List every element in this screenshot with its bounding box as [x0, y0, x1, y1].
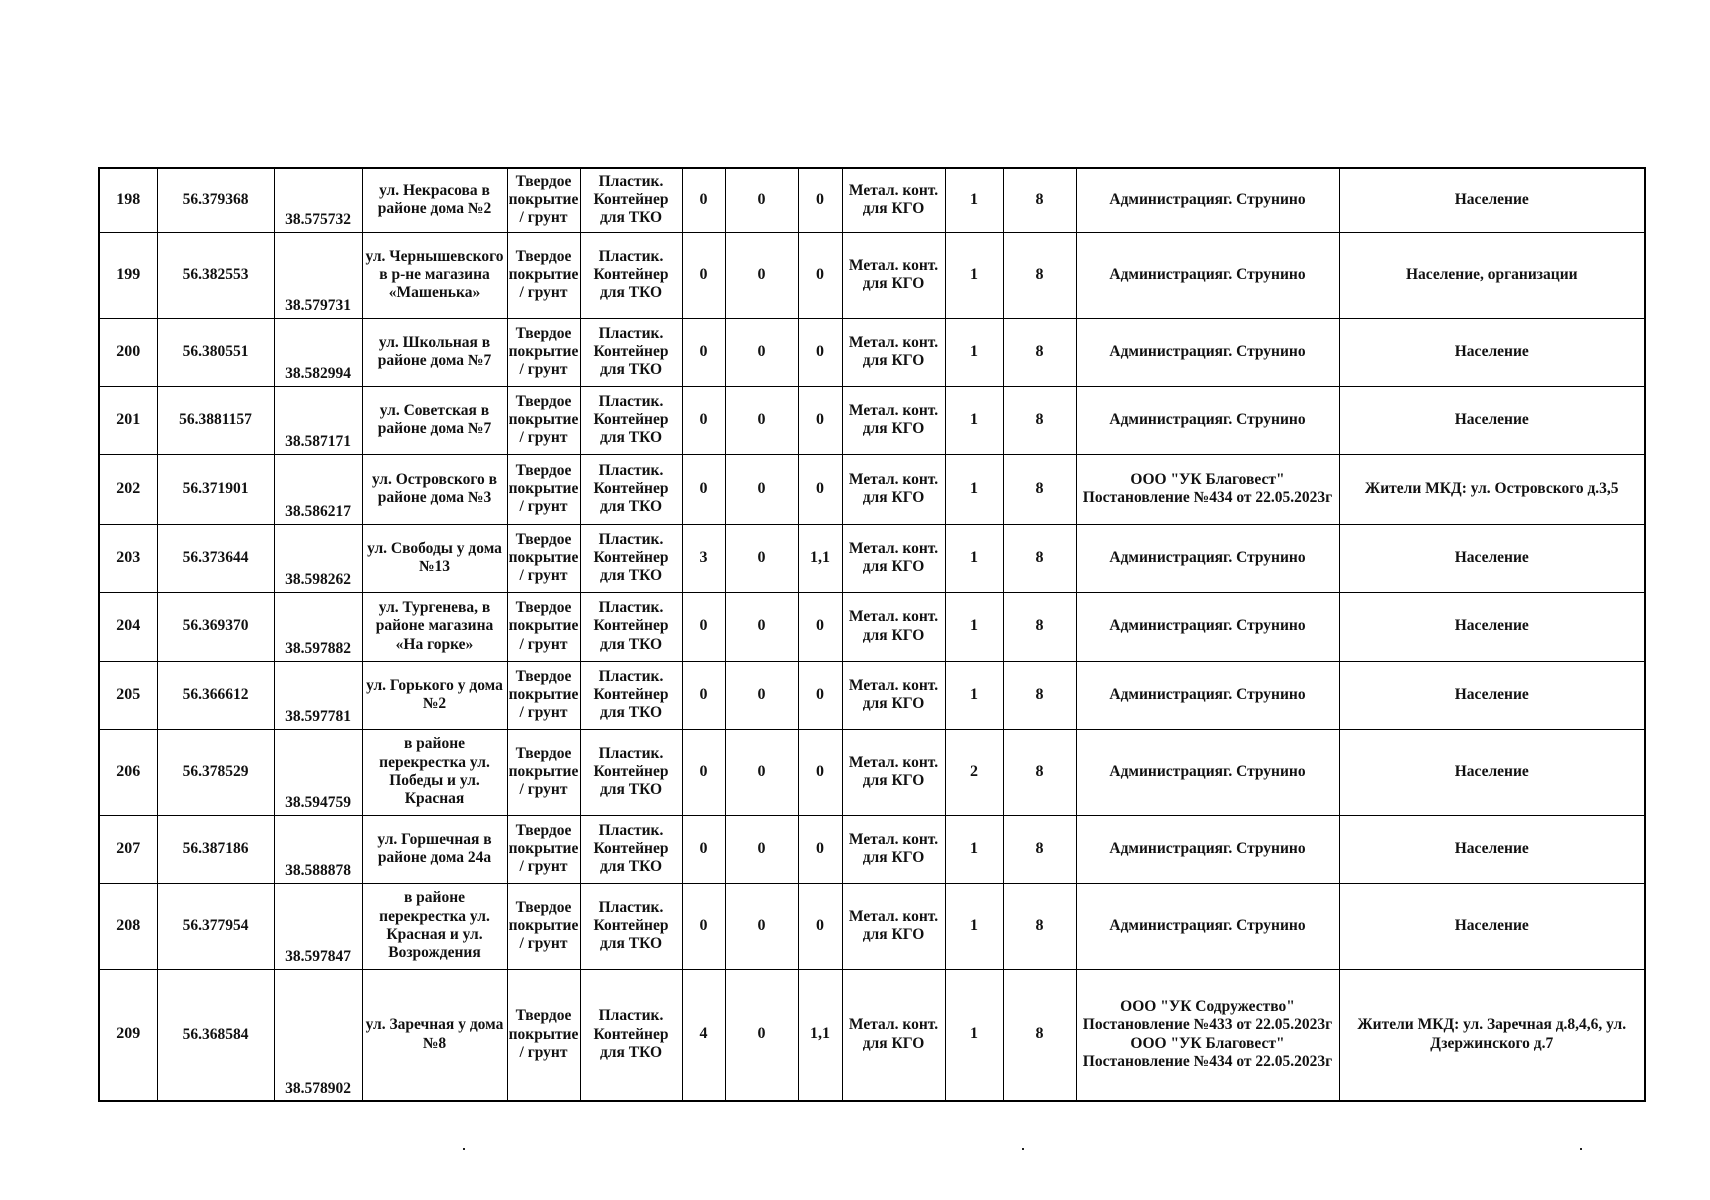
cell-waste-source: Население: [1339, 318, 1645, 386]
cell-container-volume: 1,1: [798, 969, 842, 1101]
cell-waste-source: Население: [1339, 729, 1645, 815]
cell-address: ул. Тургенева, в районе магазина «На горке»: [362, 592, 507, 661]
cell-owner: Администрацияг. Струнино: [1076, 168, 1339, 232]
cell-surface: Твердое покрытие / грунт: [507, 454, 580, 524]
cell-container-count-2: 0: [725, 168, 798, 232]
cell-kgo-volume: 8: [1003, 815, 1076, 883]
cell-latitude: 56.368584: [157, 969, 274, 1101]
cell-waste-source: Население: [1339, 661, 1645, 729]
cell-longitude: 38.597781: [274, 661, 362, 729]
cell-kgo-container: Метал. конт. для КГО: [842, 318, 945, 386]
table-row: [99, 815, 1645, 883]
cell-number: 208: [99, 883, 157, 969]
cell-container-count: 0: [682, 883, 725, 969]
cell-container-count: 0: [682, 661, 725, 729]
cell-number: 204: [99, 592, 157, 661]
cell-number: 203: [99, 524, 157, 592]
cell-kgo-volume: 8: [1003, 883, 1076, 969]
table-row: [99, 524, 1645, 592]
cell-address: ул. Чернышевского в р-не магазина «Машенька»: [362, 232, 507, 318]
cell-latitude: 56.373644: [157, 524, 274, 592]
cell-longitude: 38.597882: [274, 592, 362, 661]
cell-surface: Твердое покрытие / грунт: [507, 386, 580, 454]
cell-kgo-container: Метал. конт. для КГО: [842, 232, 945, 318]
cell-owner: Администрацияг. Струнино: [1076, 386, 1339, 454]
cell-container-count-2: 0: [725, 524, 798, 592]
cell-latitude: 56.3881157: [157, 386, 274, 454]
cell-container-volume: 0: [798, 729, 842, 815]
table-row: [99, 386, 1645, 454]
cell-kgo-volume: 8: [1003, 318, 1076, 386]
cell-container-volume: 0: [798, 318, 842, 386]
cell-surface: Твердое покрытие / грунт: [507, 729, 580, 815]
cell-number: 202: [99, 454, 157, 524]
cell-container-type: Пластик. Контейнер для ТКО: [580, 318, 682, 386]
cell-container-volume: 0: [798, 661, 842, 729]
cell-kgo-count: 1: [945, 969, 1003, 1101]
cell-container-count-2: 0: [725, 815, 798, 883]
cell-owner: Администрацияг. Струнино: [1076, 592, 1339, 661]
cell-kgo-container: Метал. конт. для КГО: [842, 386, 945, 454]
cell-container-type: Пластик. Контейнер для ТКО: [580, 232, 682, 318]
cell-kgo-count: 1: [945, 661, 1003, 729]
cell-container-volume: 0: [798, 454, 842, 524]
page-mark: [1022, 1148, 1024, 1150]
cell-kgo-container: Метал. конт. для КГО: [842, 454, 945, 524]
cell-container-volume: 0: [798, 168, 842, 232]
cell-kgo-count: 2: [945, 729, 1003, 815]
cell-owner: ООО "УК Благовест" Постановление №434 от 22.05.2023г: [1076, 454, 1339, 524]
cell-kgo-count: 1: [945, 883, 1003, 969]
page-mark: [1580, 1148, 1582, 1150]
cell-latitude: 56.369370: [157, 592, 274, 661]
cell-waste-source: Население: [1339, 386, 1645, 454]
table-row: [99, 729, 1645, 815]
cell-owner: Администрацияг. Струнино: [1076, 524, 1339, 592]
cell-kgo-container: Метал. конт. для КГО: [842, 883, 945, 969]
cell-container-count: 0: [682, 592, 725, 661]
cell-kgo-volume: 8: [1003, 168, 1076, 232]
cell-latitude: 56.382553: [157, 232, 274, 318]
cell-kgo-count: 1: [945, 592, 1003, 661]
cell-container-volume: 1,1: [798, 524, 842, 592]
table-row: [99, 661, 1645, 729]
cell-container-count: 0: [682, 729, 725, 815]
table-row: [99, 454, 1645, 524]
cell-address: в районе перекрестка ул. Победы и ул. Красная: [362, 729, 507, 815]
cell-surface: Твердое покрытие / грунт: [507, 318, 580, 386]
cell-surface: Твердое покрытие / грунт: [507, 661, 580, 729]
cell-kgo-container: Метал. конт. для КГО: [842, 524, 945, 592]
cell-surface: Твердое покрытие / грунт: [507, 524, 580, 592]
table-body: [99, 168, 1645, 1101]
cell-surface: Твердое покрытие / грунт: [507, 969, 580, 1101]
cell-waste-source: Жители МКД: ул. Заречная д.8,4,6, ул. Дзержинского д.7: [1339, 969, 1645, 1101]
cell-owner: ООО "УК Содружество" Постановление №433 от 22.05.2023г ООО "УК Благовест" Постановление №434 от 22.05.2023г: [1076, 969, 1339, 1101]
cell-waste-source: Население: [1339, 592, 1645, 661]
cell-address: ул. Островского в районе дома №3: [362, 454, 507, 524]
cell-kgo-container: Метал. конт. для КГО: [842, 729, 945, 815]
cell-latitude: 56.371901: [157, 454, 274, 524]
cell-longitude: 38.594759: [274, 729, 362, 815]
cell-longitude: 38.588878: [274, 815, 362, 883]
table-row: [99, 168, 1645, 232]
cell-number: 209: [99, 969, 157, 1101]
cell-address: ул. Некрасова в районе дома №2: [362, 168, 507, 232]
cell-kgo-volume: 8: [1003, 454, 1076, 524]
cell-longitude: 38.575732: [274, 168, 362, 232]
cell-container-count: 0: [682, 386, 725, 454]
cell-number: 200: [99, 318, 157, 386]
cell-address: ул. Горького у дома №2: [362, 661, 507, 729]
cell-kgo-count: 1: [945, 232, 1003, 318]
cell-container-volume: 0: [798, 232, 842, 318]
cell-waste-source: Жители МКД: ул. Островского д.3,5: [1339, 454, 1645, 524]
cell-container-type: Пластик. Контейнер для ТКО: [580, 815, 682, 883]
cell-address: ул. Школьная в районе дома №7: [362, 318, 507, 386]
table-row: [99, 883, 1645, 969]
cell-kgo-volume: 8: [1003, 729, 1076, 815]
cell-number: 205: [99, 661, 157, 729]
cell-owner: Администрацияг. Струнино: [1076, 232, 1339, 318]
cell-longitude: 38.582994: [274, 318, 362, 386]
cell-number: 198: [99, 168, 157, 232]
cell-owner: Администрацияг. Струнино: [1076, 661, 1339, 729]
cell-longitude: 38.597847: [274, 883, 362, 969]
cell-address: в районе перекрестка ул. Красная и ул. Возрождения: [362, 883, 507, 969]
cell-container-type: Пластик. Контейнер для ТКО: [580, 168, 682, 232]
cell-waste-source: Население: [1339, 815, 1645, 883]
cell-container-count-2: 0: [725, 386, 798, 454]
cell-container-type: Пластик. Контейнер для ТКО: [580, 524, 682, 592]
page-mark: [463, 1148, 465, 1150]
cell-kgo-count: 1: [945, 168, 1003, 232]
cell-number: 206: [99, 729, 157, 815]
cell-number: 201: [99, 386, 157, 454]
cell-owner: Администрацияг. Струнино: [1076, 729, 1339, 815]
cell-surface: Твердое покрытие / грунт: [507, 232, 580, 318]
table-row: [99, 232, 1645, 318]
cell-container-count-2: 0: [725, 454, 798, 524]
cell-container-count: 0: [682, 232, 725, 318]
cell-container-type: Пластик. Контейнер для ТКО: [580, 592, 682, 661]
cell-kgo-container: Метал. конт. для КГО: [842, 661, 945, 729]
cell-container-count: 0: [682, 318, 725, 386]
cell-latitude: 56.377954: [157, 883, 274, 969]
cell-surface: Твердое покрытие / грунт: [507, 592, 580, 661]
cell-kgo-volume: 8: [1003, 386, 1076, 454]
cell-longitude: 38.578902: [274, 969, 362, 1101]
cell-kgo-count: 1: [945, 318, 1003, 386]
cell-surface: Твердое покрытие / грунт: [507, 815, 580, 883]
cell-container-volume: 0: [798, 815, 842, 883]
cell-longitude: 38.598262: [274, 524, 362, 592]
cell-latitude: 56.380551: [157, 318, 274, 386]
cell-container-type: Пластик. Контейнер для ТКО: [580, 661, 682, 729]
cell-container-volume: 0: [798, 883, 842, 969]
cell-owner: Администрацияг. Струнино: [1076, 883, 1339, 969]
cell-waste-source: Население: [1339, 524, 1645, 592]
cell-kgo-volume: 8: [1003, 969, 1076, 1101]
cell-container-type: Пластик. Контейнер для ТКО: [580, 883, 682, 969]
cell-container-count: 0: [682, 454, 725, 524]
cell-kgo-count: 1: [945, 454, 1003, 524]
cell-owner: Администрацияг. Струнино: [1076, 815, 1339, 883]
cell-kgo-container: Метал. конт. для КГО: [842, 969, 945, 1101]
cell-address: ул. Свободы у дома №13: [362, 524, 507, 592]
cell-longitude: 38.579731: [274, 232, 362, 318]
cell-latitude: 56.378529: [157, 729, 274, 815]
cell-address: ул. Заречная у дома №8: [362, 969, 507, 1101]
cell-surface: Твердое покрытие / грунт: [507, 168, 580, 232]
cell-number: 207: [99, 815, 157, 883]
cell-kgo-volume: 8: [1003, 232, 1076, 318]
cell-container-count: 4: [682, 969, 725, 1101]
cell-container-count-2: 0: [725, 969, 798, 1101]
cell-container-count: 0: [682, 168, 725, 232]
cell-container-type: Пластик. Контейнер для ТКО: [580, 454, 682, 524]
cell-kgo-volume: 8: [1003, 592, 1076, 661]
cell-container-type: Пластик. Контейнер для ТКО: [580, 386, 682, 454]
cell-container-count-2: 0: [725, 318, 798, 386]
cell-latitude: 56.379368: [157, 168, 274, 232]
cell-kgo-volume: 8: [1003, 661, 1076, 729]
cell-container-count: 3: [682, 524, 725, 592]
cell-waste-source: Население: [1339, 883, 1645, 969]
cell-latitude: 56.366612: [157, 661, 274, 729]
cell-container-count-2: 0: [725, 592, 798, 661]
cell-longitude: 38.586217: [274, 454, 362, 524]
cell-kgo-count: 1: [945, 386, 1003, 454]
cell-number: 199: [99, 232, 157, 318]
cell-address: ул. Советская в районе дома №7: [362, 386, 507, 454]
cell-container-volume: 0: [798, 592, 842, 661]
cell-kgo-container: Метал. конт. для КГО: [842, 815, 945, 883]
table-row: [99, 969, 1645, 1101]
cell-container-count-2: 0: [725, 883, 798, 969]
table-row: [99, 318, 1645, 386]
cell-container-volume: 0: [798, 386, 842, 454]
cell-longitude: 38.587171: [274, 386, 362, 454]
cell-latitude: 56.387186: [157, 815, 274, 883]
container-sites-table: [98, 167, 1646, 1102]
cell-kgo-volume: 8: [1003, 524, 1076, 592]
cell-owner: Администрацияг. Струнино: [1076, 318, 1339, 386]
cell-container-count-2: 0: [725, 729, 798, 815]
cell-kgo-count: 1: [945, 815, 1003, 883]
cell-waste-source: Население: [1339, 168, 1645, 232]
cell-container-type: Пластик. Контейнер для ТКО: [580, 969, 682, 1101]
table-row: [99, 592, 1645, 661]
cell-kgo-container: Метал. конт. для КГО: [842, 592, 945, 661]
cell-container-count-2: 0: [725, 661, 798, 729]
cell-kgo-container: Метал. конт. для КГО: [842, 168, 945, 232]
cell-kgo-count: 1: [945, 524, 1003, 592]
cell-container-count: 0: [682, 815, 725, 883]
cell-surface: Твердое покрытие / грунт: [507, 883, 580, 969]
cell-waste-source: Население, организации: [1339, 232, 1645, 318]
cell-container-type: Пластик. Контейнер для ТКО: [580, 729, 682, 815]
cell-address: ул. Горшечная в районе дома 24а: [362, 815, 507, 883]
cell-container-count-2: 0: [725, 232, 798, 318]
